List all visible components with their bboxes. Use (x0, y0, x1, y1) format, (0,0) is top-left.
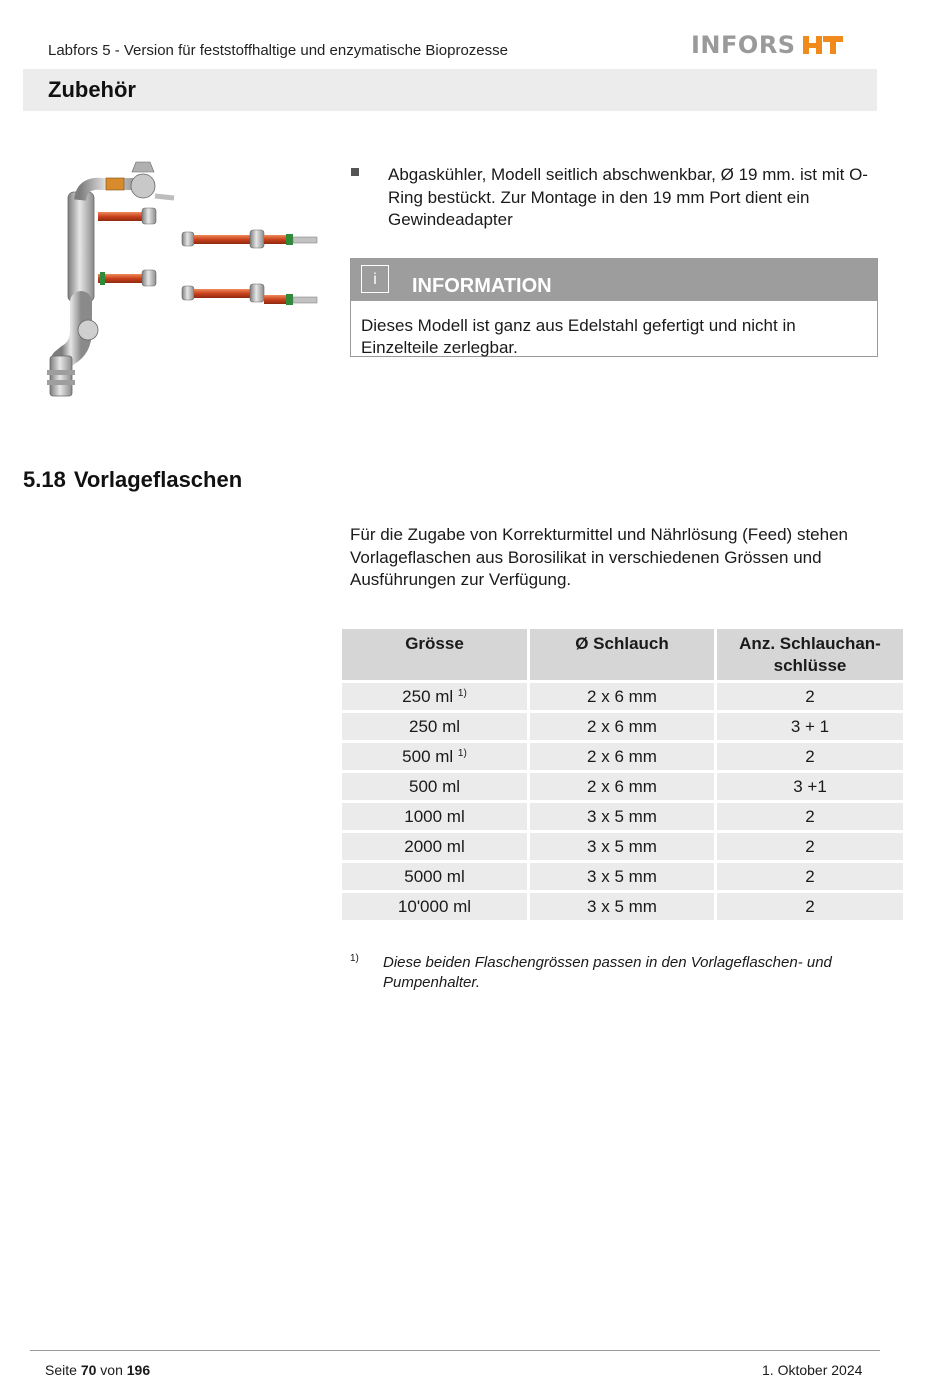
table-row (342, 683, 903, 710)
total-pages: 196 (126, 1362, 151, 1378)
cell-size: 1000 ml (342, 803, 527, 830)
table-row (342, 803, 903, 830)
cell-tube: 2 x 6 mm (530, 773, 714, 800)
information-box (350, 258, 878, 357)
header-tube: Ø Schlauch (530, 629, 714, 680)
cell-tube: 3 x 5 mm (530, 893, 714, 920)
table-row (342, 863, 903, 890)
bottle-size-table (339, 626, 906, 923)
information-text: Dieses Modell ist ganz aus Edelstahl gefertigt und nicht in Einzelteile zerlegbar. (361, 316, 796, 357)
cell-size: 250 ml (342, 713, 527, 740)
section-heading (23, 467, 242, 493)
chapter-title: Zubehör (48, 77, 136, 102)
infors-logo (691, 30, 844, 60)
footnote-text: Diese beiden Flaschengrössen passen in den Vorlageflaschen- und Pumpenhalter. (383, 954, 832, 991)
cell-tube: 3 x 5 mm (530, 833, 714, 860)
footnote-ref: 1) (457, 687, 467, 699)
cell-tube: 3 x 5 mm (530, 863, 714, 890)
bullet-text: Abgaskühler, Modell seitlich abschwenkbar, Ø 19 mm. ist mit O-Ring bestückt. Zur Montage in den 19 mm Port dient ein Gewindeadapter (388, 165, 868, 229)
table-row (342, 833, 903, 860)
accessory-bullet (351, 164, 878, 232)
cell-tube: 2 x 6 mm (530, 683, 714, 710)
footer-divider (30, 1350, 880, 1351)
cell-tube: 2 x 6 mm (530, 743, 714, 770)
cell-connections: 2 (717, 743, 903, 770)
cell-size: 500 ml (342, 773, 527, 800)
header-size: Grösse (342, 629, 527, 680)
document-title: Labfors 5 - Version für feststoffhaltige und enzymatische Bioprozesse (48, 42, 508, 59)
cell-connections: 2 (717, 833, 903, 860)
bullet-square-icon (351, 168, 359, 176)
cell-connections: 2 (717, 803, 903, 830)
information-header (351, 259, 877, 301)
cell-connections: 2 (717, 683, 903, 710)
cell-connections: 2 (717, 863, 903, 890)
footnote (350, 953, 878, 993)
table-row (342, 713, 903, 740)
cell-size: 2000 ml (342, 833, 527, 860)
cell-size: 5000 ml (342, 863, 527, 890)
cell-connections: 3 + 1 (717, 713, 903, 740)
cell-connections: 2 (717, 893, 903, 920)
cell-size: 500 ml $^{1)}$ (342, 743, 527, 770)
section-number: 5.18 (23, 467, 66, 492)
cell-connections: 3 +1 (717, 773, 903, 800)
cell-tube: 3 x 5 mm (530, 803, 714, 830)
table-row (342, 773, 903, 800)
logo-text: INFORS (691, 31, 796, 59)
ht-logo-icon (802, 33, 844, 57)
footnote-ref: 1) (457, 747, 467, 759)
table-row (342, 893, 903, 920)
current-page: 70 (80, 1362, 97, 1378)
chapter-bar (23, 69, 877, 111)
section-intro: Für die Zugabe von Korrekturmittel und Nährlösung (Feed) stehen Vorlageflaschen aus Borosilikat in verschiedenen Grössen und Ausführungen zur Verfügung. (350, 525, 848, 589)
info-icon: i (361, 265, 389, 293)
exhaust-cooler-illustration (40, 160, 325, 410)
cell-tube: 2 x 6 mm (530, 713, 714, 740)
table-row (342, 743, 903, 770)
page-number: Seite 70 von 196 (45, 1362, 151, 1378)
cell-size: 250 ml $^{1)}$ (342, 683, 527, 710)
table-header-row (342, 629, 903, 680)
information-label: INFORMATION (412, 275, 552, 297)
cell-size: 10'000 ml (342, 893, 527, 920)
header-connections: Anz. Schlauchan-schlüsse (717, 629, 903, 680)
footnote-mark: 1) (350, 953, 359, 964)
footer-date: 1. Oktober 2024 (762, 1362, 863, 1378)
section-title: Vorlageflaschen (73, 467, 243, 492)
